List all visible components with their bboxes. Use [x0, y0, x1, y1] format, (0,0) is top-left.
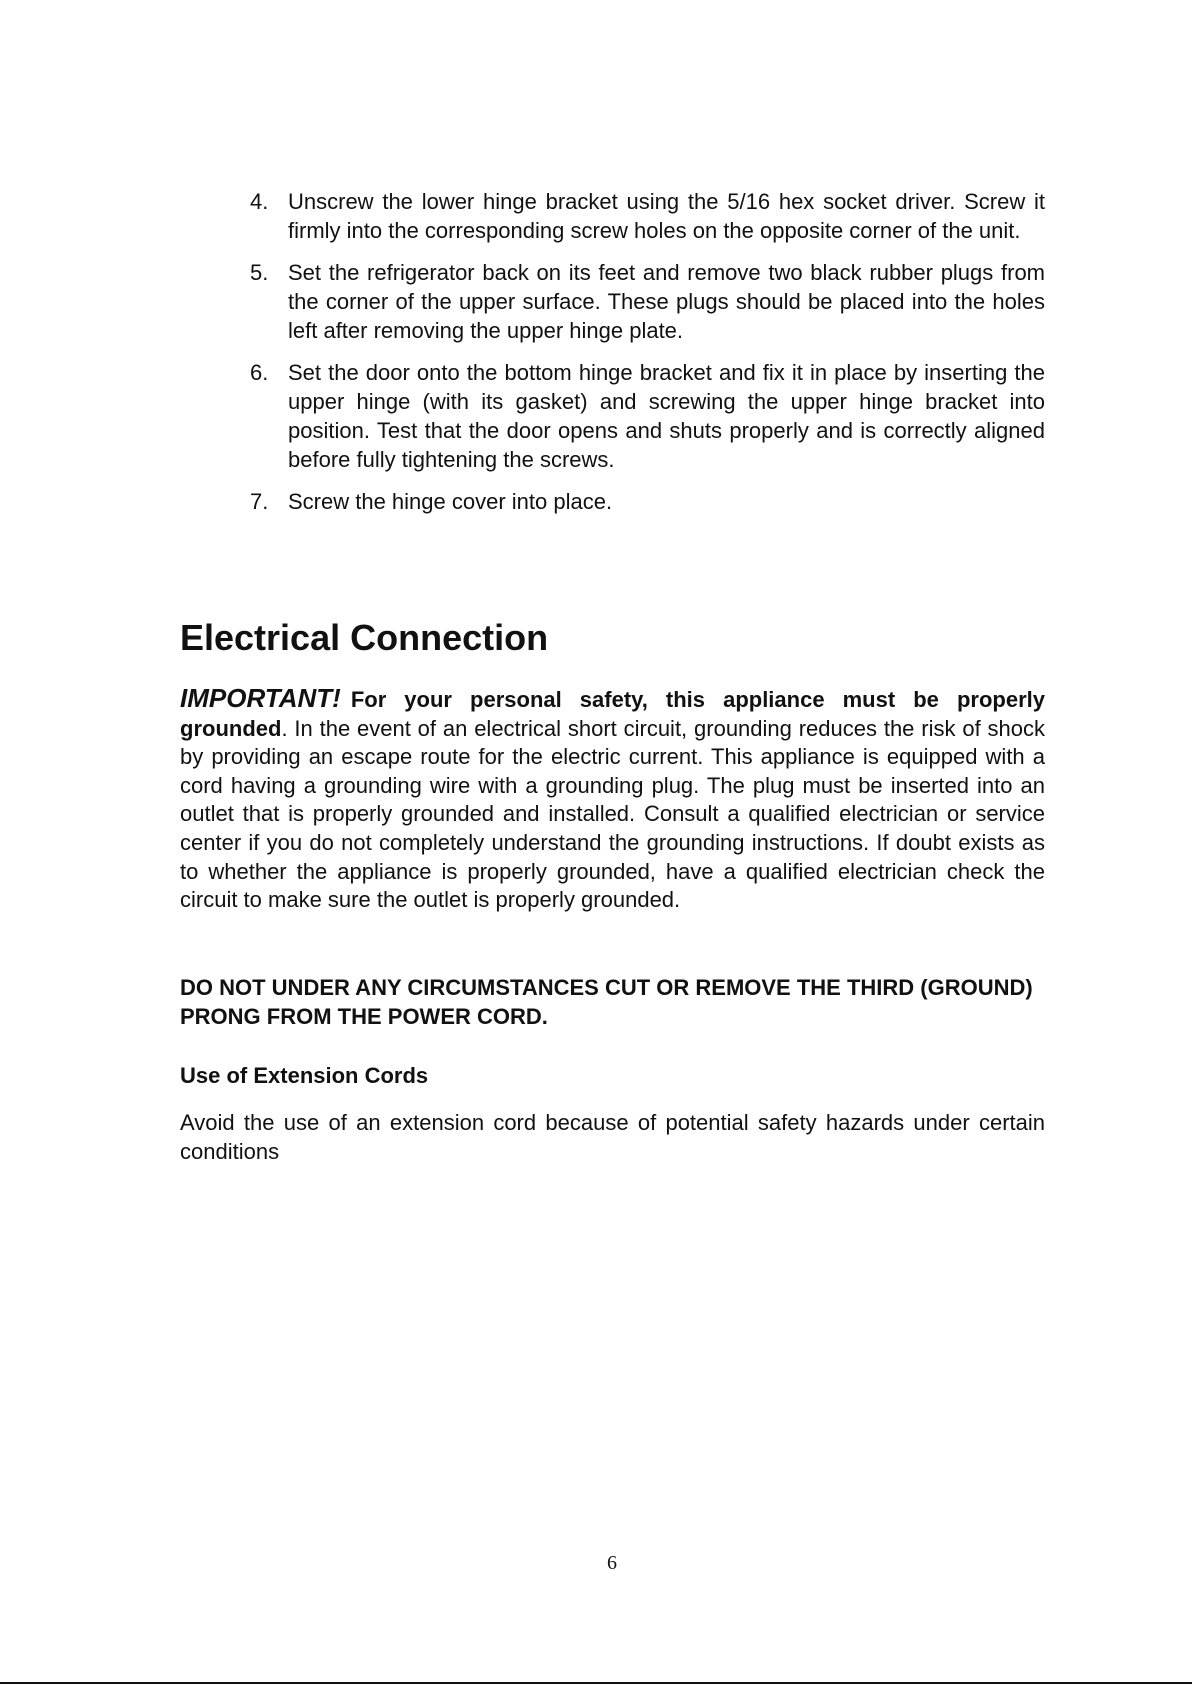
grounding-paragraph	[180, 684, 1045, 915]
instruction-step	[250, 258, 1045, 345]
instruction-step	[250, 487, 1045, 516]
page-number: 6	[607, 1552, 617, 1574]
important-bold-text: For your personal safety, this appliance must be properly grounded	[180, 687, 1045, 741]
instruction-step	[250, 187, 1045, 245]
important-label: IMPORTANT!	[180, 683, 341, 713]
extension-cords-heading: Use of Extension Cords	[180, 1063, 429, 1088]
step-number: 5.	[250, 260, 269, 285]
instruction-steps-list	[250, 187, 1045, 529]
step-text: Unscrew the lower hinge bracket using the 5/16 hex socket driver. Screw it firmly into the corresponding screw holes on the opposite corner of the unit.	[288, 189, 1045, 243]
section-heading: Electrical Connection	[180, 617, 549, 658]
page-bottom-divider	[0, 1682, 1192, 1684]
extension-cords-text: Avoid the use of an extension cord because of potential safety hazards under certain conditions	[180, 1110, 1045, 1164]
step-text: Set the refrigerator back on its feet and remove two black rubber plugs from the corner of the upper surface. These plugs should be placed into the holes left after removing the upper hinge plate.	[288, 260, 1045, 343]
step-text: Screw the hinge cover into place.	[288, 489, 613, 514]
step-number: 4.	[250, 189, 269, 214]
step-text: Set the door onto the bottom hinge bracket and fix it in place by inserting the upper hinge (with its gasket) and screwing the upper hinge bracket into position. Test that the door opens and shuts properly and is correctly aligned before fully tightening the screws.	[288, 360, 1045, 472]
step-number: 6.	[250, 360, 269, 385]
step-number: 7.	[250, 489, 269, 514]
prong-warning: DO NOT UNDER ANY CIRCUMSTANCES CUT OR REMOVE THE THIRD (GROUND) PRONG FROM THE POWER CORD.	[180, 975, 1033, 1029]
grounding-text: . In the event of an electrical short circuit, grounding reduces the risk of shock by providing an escape route for the electric current. This appliance is equipped with a cord having a grounding wire with a grounding plug. The plug must be inserted into an outlet that is properly grounded and installed. Consult a qualified electrician or service center if you do not completely understand the grounding instructions. If doubt exists as to whether the appliance is properly grounded, have a qualified electrician check the circuit to make sure the outlet is properly grounded.	[180, 715, 1045, 913]
instruction-step	[250, 358, 1045, 474]
